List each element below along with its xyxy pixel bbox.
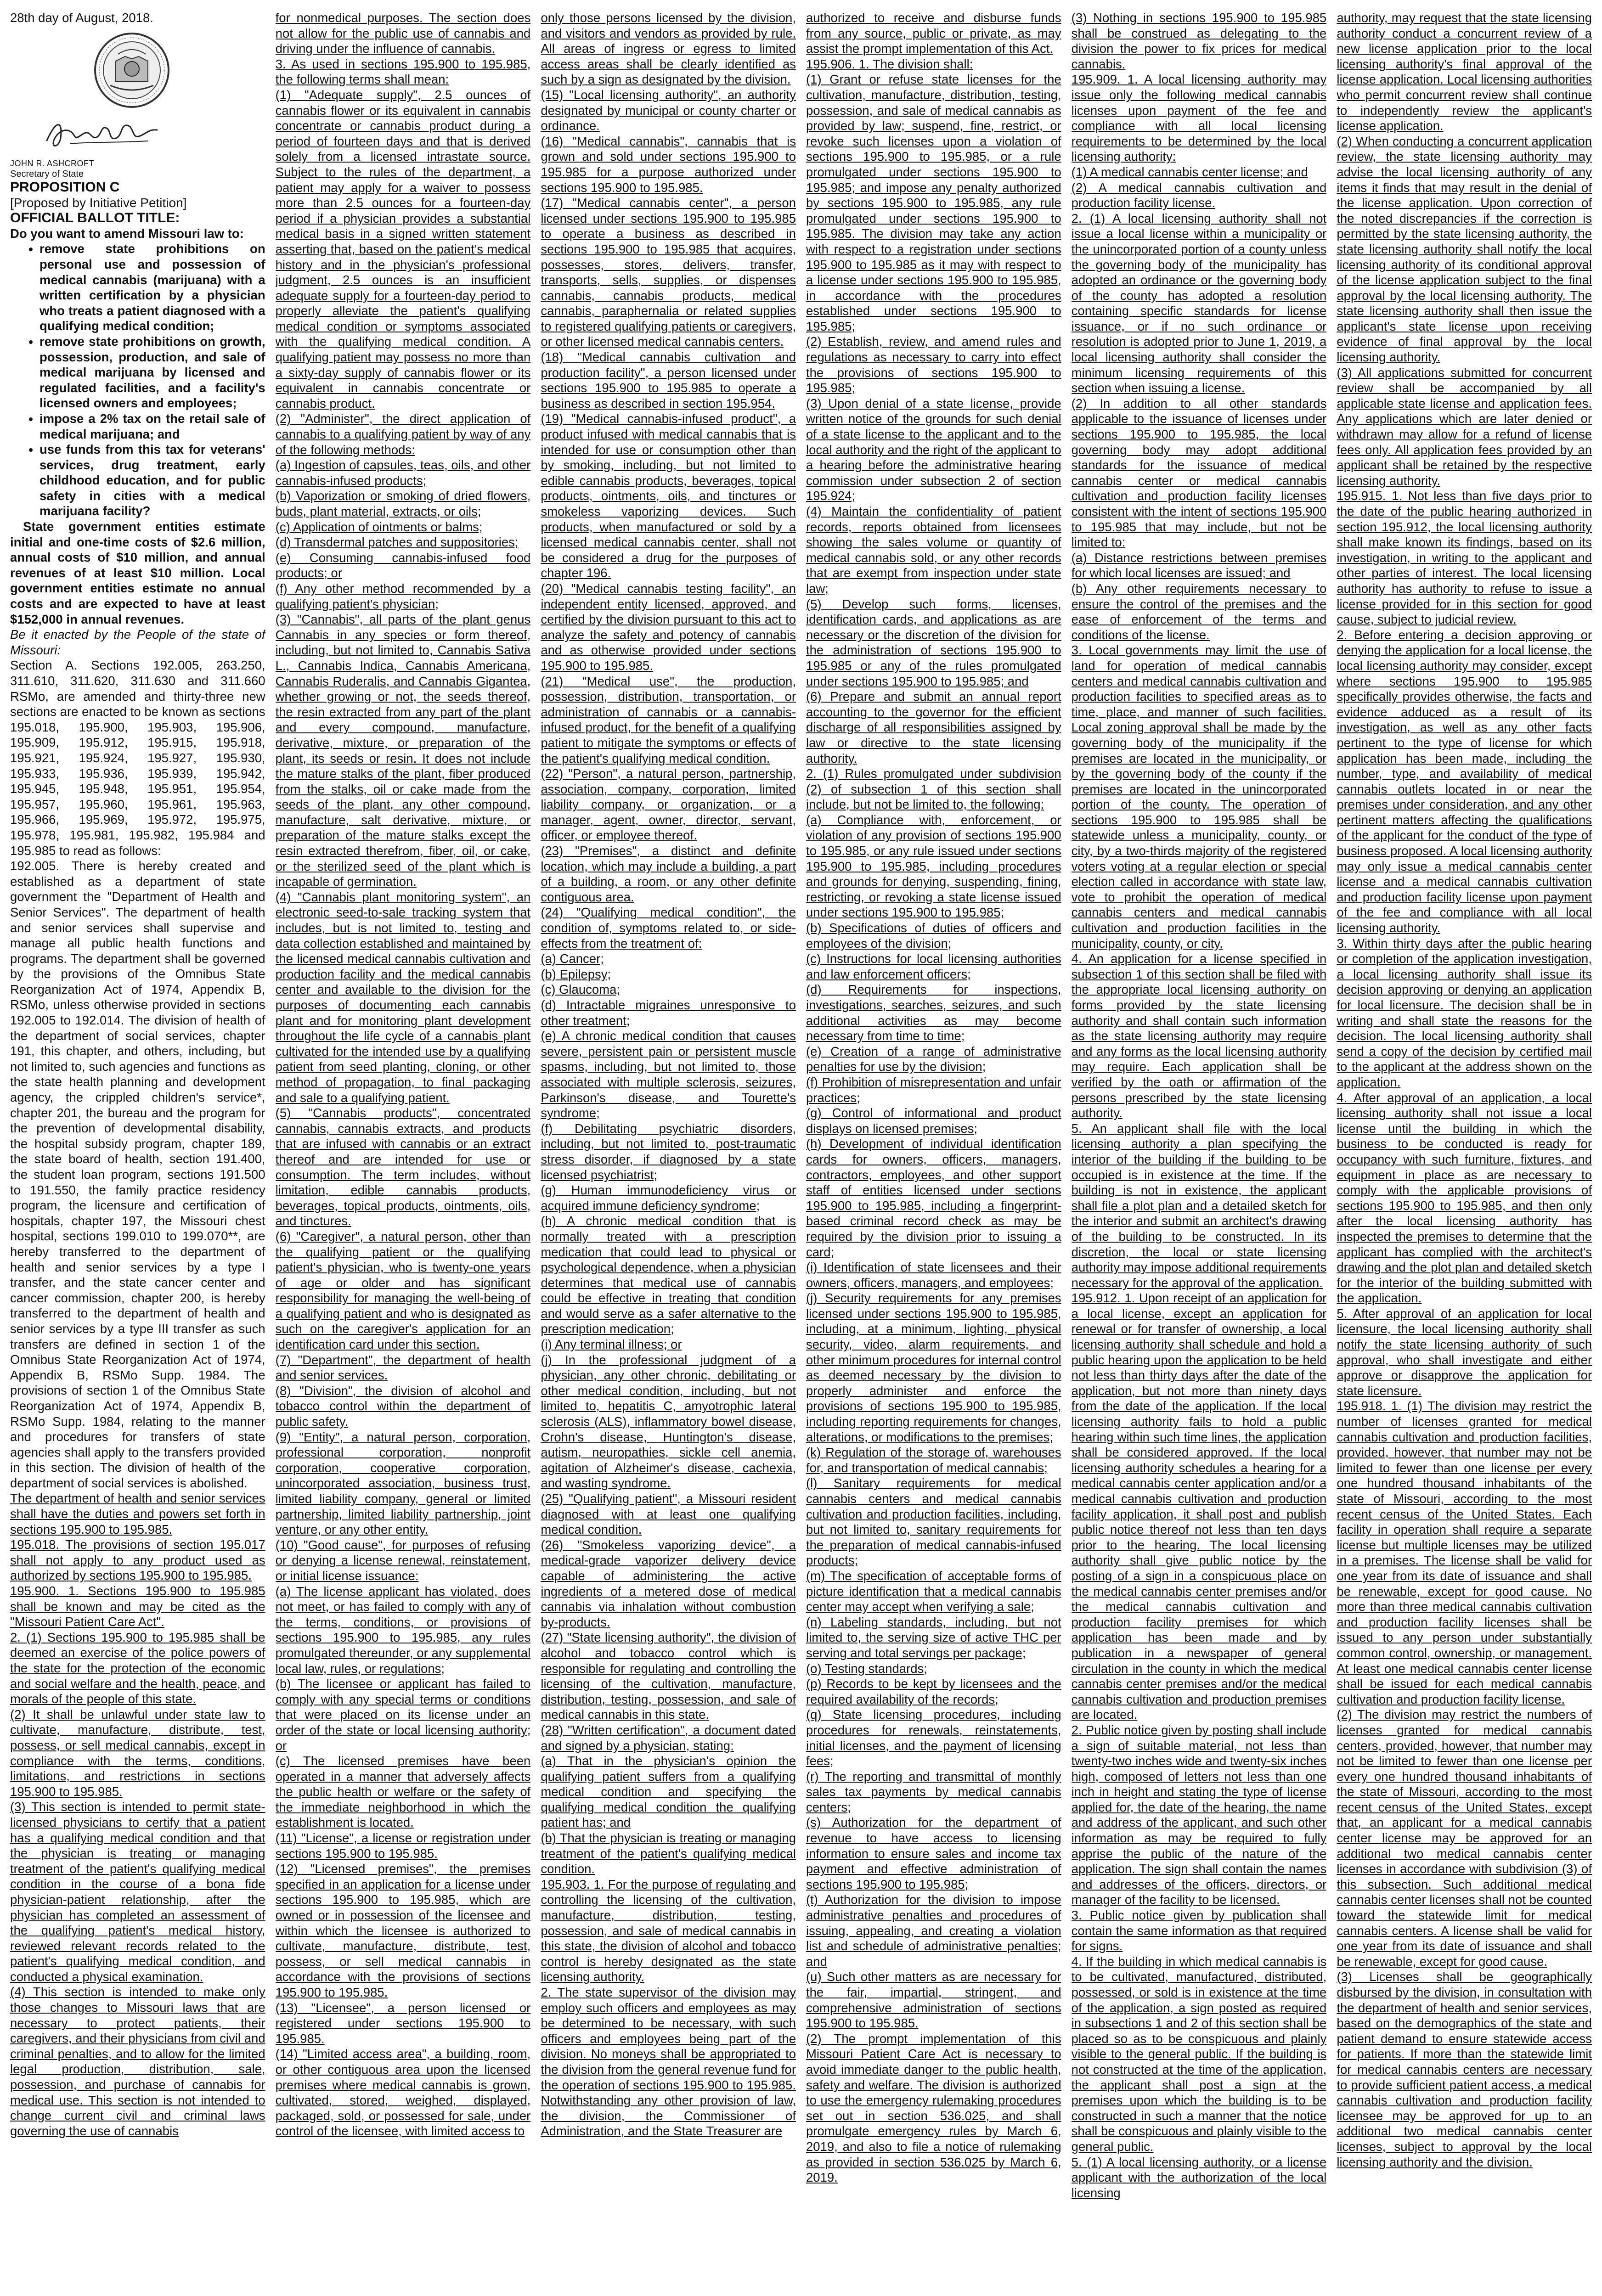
statute-paragraph: (4) Maintain the confidentiality of patient records, reports obtained from licensees showing the sales volume or quantity of medical cannabis sold, or any other records that are exempt from inspection under state law;	[806, 504, 1061, 596]
statute-paragraph: 2. (1) Sections 195.900 to 195.985 shall be deemed an exercise of the police powers of the state for the protection of the economic and social welfare and the health, peace, and morals of the people of this state.	[10, 1630, 265, 1706]
statute-paragraph: (o) Testing standards;	[806, 1661, 927, 1676]
statute-paragraph: (12) "Licensed premises", the premises specified in an application for a license under sections 195.900 to 195.985, which are owned or in possession of the licensee and within which the licensee is authorized to cultivate, manufacture, distribute, test, possess, or sell medical cannabis in accordance with the provisions of sections 195.900 to 195.985.	[275, 1862, 531, 1999]
statute-paragraph: (26) "Smokeless vaporizing device", a medical-grade vaporizer delivery device capable of administering the active ingredients of a metered dose of medical cannabis via inhalation without combustion by-products.	[541, 1537, 796, 1629]
statute-paragraph: (b) Any other requirements necessary to ensure the control of the premises and the ease of enforcement of the terms and conditions of the license.	[1071, 581, 1327, 642]
statute-paragraph: (n) Labeling standards, including, but not limited to, the serving size of active THC per serving and total servings per package;	[806, 1615, 1061, 1660]
statute-paragraph: (20) "Medical cannabis testing facility", an independent entity licensed, approved, and certified by the division pursuant to this act to analyze the safety and potency of cannabis and as otherwise provided under sections 195.900 to 195.985.	[541, 581, 796, 673]
statute-paragraph: (16) "Medical cannabis", cannabis that is grown and sold under sections 195.900 to 195.985 for a purpose authorized under sections 195.900 to 195.985.	[541, 134, 796, 195]
column-1-paragraphs	[10, 658, 265, 2138]
ballot-bullet: • use funds from this tax for veterans' services, drug treatment, early childhood education, and for public safety in cities with a medical marijuana facility?	[39, 442, 265, 519]
ballot-question: Do you want to amend Missouri law to:	[10, 226, 244, 241]
statute-paragraph: (7) "Department", the department of health and senior services.	[275, 1352, 531, 1383]
statute-paragraph: (b) That the physician is treating or managing treatment of the patient's qualifying medical condition.	[541, 1831, 796, 1876]
statute-paragraph: (4) "Cannabis plant monitoring system", an electronic seed-to-sale tracking system that includes, but is not limited to, testing and data collection established and maintained by the licensed medical cannabis cultivation and production facility and the medical cannabis center and available to the division for the purposes of documenting each cannabis plant and for monitoring plant development throughout the life cycle of a cannabis plant cultivated for the intended use by a qualifying patient from seed planting, cloning, or other method of propagation, to final packaging and sale to a qualifying patient.	[275, 889, 531, 1105]
statute-paragraph: 3. Within thirty days after the public hearing or completion of the application investigation, a local licensing authority shall issue its decision approving or denying an application for local licensure. The decision shall be in writing and shall state the reasons for the decision. The local licensing authority shall send a copy of the decision by certified mail to the applicant at the address shown on the application.	[1337, 936, 1592, 1089]
ballot-bullet: • impose a 2% tax on the retail sale of medical marijuana; and	[39, 411, 265, 442]
statute-paragraph: (2) A medical cannabis cultivation and production facility license.	[1071, 180, 1327, 210]
statute-paragraph: (3) "Cannabis", all parts of the plant genus Cannabis in any species or form thereof, including, but not limited to, Cannabis Sativa L., Cannabis Indica, Cannabis Americana, Cannabis Ruderalis, and Cannabis Gigantea, whether growing or not, the seeds thereof, the resin extracted from any part of the plant and every compound, manufacture, derivative, mixture, or preparation of the plant, its seeds or resin. It does not include the mature stalks of the plant, fiber produced from the stalks, oil or cake made from the seeds of the plant, any other compound, manufacture, salt derivative, mixture, or preparation of the mature stalks except the resin extracted therefrom, fiber, oil, or cake, or the sterilized seed of the plant which is incapable of germination.	[275, 612, 531, 889]
statute-paragraph: (d) Requirements for inspections, investigations, searches, seizures, and such additional activities as may become necessary from time to time;	[806, 982, 1061, 1043]
statute-paragraph: (3) This section is intended to permit state-licensed physicians to certify that a patient has a qualifying medical condition and that the physician is treating or managing treatment of the patient's qualifying medical condition in the course of a bona fide physician-patient relationship, after the physician has completed an assessment of the qualifying patient's medical history, reviewed relevant records related to the patient's qualifying medical condition, and conducted a physical examination.	[10, 1800, 265, 1984]
statute-paragraph: (j) In the professional judgment of a physician, any other chronic, debilitating or other medical condition, including, but not limited to, hepatitis C, amyotrophic lateral sclerosis (ALS), inflammatory bowel disease, Crohn's disease, Huntington's disease, autism, neuropathies, sickle cell anemia, agitation of Alzheimer's disease, cachexia, and wasting syndrome.	[541, 1352, 796, 1491]
statute-paragraph: (a) Ingestion of capsules, teas, oils, and other cannabis-infused products;	[275, 458, 531, 488]
ballot-bullet: • remove state prohibitions on growth, possession, production, and sale of medical marijuana by licensed and regulated facilities, and a facility's licensed owners and employees;	[39, 334, 265, 411]
statute-paragraph: 4. After approval of an application, a local licensing authority shall not issue a local license until the building in which the business to be conducted is ready for occupancy with such furniture, fixtures, and equipment in place as are necessary to comply with the applicable provisions of sections 195.900 to 195.985, and then only after the local licensing authority has inspected the premises to determine that the applicant has complied with the architect's drawing and the plot plan and detailed sketch for the interior of the building submitted with the application.	[1337, 1090, 1592, 1306]
statute-paragraph: authority, may request that the state licensing authority conduct a concurrent review of a new license application prior to the local licensing authority's final approval of the license application. Local licensing authorities who permit concurrent review shall continue to independently review the applicant's license application.	[1337, 11, 1592, 133]
statute-paragraph: 4. An application for a license specified in subsection 1 of this section shall be filed with the appropriate local licensing authority on forms provided by the state licensing authority and shall contain such information as the state licensing authority may require and any forms as the local licensing authority may require. Each application shall be verified by the oath or affirmation of the persons prescribed by the state licensing authority.	[1071, 951, 1327, 1120]
text-column-3	[541, 10, 796, 2296]
statute-paragraph: (3) Licenses shall be geographically disbursed by the division, in consultation with the department of health and senior services, based on the demographics of the state and patient demand to ensure statewide access for patients. If more than the statewide limit for medical cannabis centers are necessary to provide sufficient patient access, a medical cannabis cultivation and production facility licensee may be approved for up to an additional two medical cannabis center licenses, subject to approval by the local licensing authority and the division.	[1337, 1970, 1592, 2169]
statute-paragraph: (c) The licensed premises have been operated in a manner that adversely affects the public health or welfare or the safety of the immediate neighborhood in which the establishment is located.	[275, 1754, 531, 1830]
statute-paragraph: (10) "Good cause", for purposes of refusing or denying a license renewal, reinstatement, or initial license issuance:	[275, 1537, 531, 1583]
statute-paragraph: (i) Identification of state licensees and their owners, officers, managers, and employees;	[806, 1260, 1061, 1290]
statute-paragraph: (b) Specifications of duties of officers and employees of the division;	[806, 921, 1061, 951]
statute-paragraph: (e) Consuming cannabis-infused food products; or	[275, 550, 531, 580]
statute-paragraph: 5. An applicant shall file with the local licensing authority a plan specifying the interior of the building if the building to be occupied is in existence at the time. If the building is not in existence, the applicant shall file a plot plan and a detailed sketch for the interior and submit an architect's drawing of the building to be constructed. In its discretion, the local or state licensing authority may impose additional requirements necessary for the approval of the application.	[1071, 1121, 1327, 1290]
column-6-paragraphs	[1337, 10, 1592, 2170]
statute-paragraph: (6) "Caregiver", a natural person, other than the qualifying patient or the qualifying patient's physician, who is twenty-one years of age or older and has significant responsibility for managing the well-being of a qualifying patient and who is designated as such on the caregiver's application for an identification card under this section.	[275, 1229, 531, 1352]
enacting-clause: Be it enacted by the People of the state of Missouri:	[10, 627, 265, 657]
statute-paragraph: (a) That in the physician's opinion the qualifying patient suffers from a qualifying medical condition and specifying the qualifying medical condition the qualifying patient has; and	[541, 1754, 796, 1830]
statute-paragraph: (1) Grant or refuse state licenses for the cultivation, manufacture, distribution, testing, possession, and sale of medical cannabis as provided by law; suspend, fine, restrict, or revoke such licenses upon a violation of sections 195.900 to 195.985, or a rule promulgated under sections 195.900 to 195.985; and impose any penalty authorized by sections 195.900 to 195.985, any rule promulgated under sections 195.900 to 195.985. The division may take any action with respect to a registration under sections 195.900 to 195.985 as it may with respect to a license under sections 195.900 to 195.985, in accordance with the procedures established under sections 195.900 to 195.985;	[806, 72, 1061, 333]
statute-paragraph: (14) "Limited access area", a building, room, or other contiguous area upon the licensed premises where medical cannabis is grown, cultivated, stored, weighed, displayed, packaged, sold, or possessed for sale, under control of the licensee, with limited access to	[275, 2047, 531, 2138]
ballot-bullet: • remove state prohibitions on personal use and possession of medical cannabis (marijuana) with a written certification by a physician who treats a patient diagnosed with a qualifying medical condition;	[39, 241, 265, 334]
signature-name: JOHN R. ASHCROFT	[10, 158, 95, 168]
signature-icon	[42, 115, 162, 152]
statute-paragraph: (2) The prompt implementation of this Missouri Patient Care Act is necessary to avoid immediate danger to the public health, safety and welfare. The division is authorized to use the emergency rulemaking procedures set out in section 536.025, and shall promulgate emergency rules by March 6, 2019, and also to file a notice of rulemaking as provided in section 536.025 by March 6, 2019.	[806, 2031, 1061, 2185]
text-column-1	[10, 10, 265, 2296]
text-column-4	[806, 10, 1061, 2296]
document-date: 28th day of August, 2018.	[10, 11, 153, 25]
column-5-paragraphs	[1072, 10, 1327, 2200]
ballot-bullets	[10, 241, 265, 519]
statute-paragraph: 195.909. 1. A local licensing authority may issue only the following medical cannabis licenses upon payment of the fee and compliance with all local licensing requirements to be determined by the local licensing authority:	[1071, 72, 1327, 164]
statute-paragraph: 3. Local governments may limit the use of land for operation of medical cannabis centers and medical cannabis cultivation and production facilities to specified areas as to time, place, and manner of such facilities. Local zoning approval shall be made by the governing body of the municipality if the premises are located in the municipality, or by the governing body of the county if the premises are located in the unincorporated portion of the county. The operation of sections 195.900 to 195.985 shall be statewide unless a municipality, county, or city, by a two-thirds majority of the registered voters voting at a regular election or special election called in accordance with state law, vote to prohibit the operation of medical cannabis centers and medical cannabis cultivation and production facilities in the municipality, county, or city.	[1071, 643, 1327, 951]
statute-paragraph: (4) This section is intended to make only those changes to Missouri laws that are necessary to protect patients, their caregivers, and their physicians from civil and criminal penalties, and to allow for the limited legal production, distribution, sale, possession, and purchase of cannabis for medical use. This section is not intended to change current civil and criminal laws governing the use of cannabis	[10, 1985, 265, 2138]
text-column-6	[1337, 10, 1592, 2296]
text-column-2	[276, 10, 531, 2296]
statute-paragraph: (l) Sanitary requirements for medical cannabis centers and medical cannabis cultivation and production facilities, including, but not limited to, sanitary requirements for the preparation of medical cannabis-infused products;	[806, 1476, 1061, 1568]
statute-paragraph: (d) Transdermal patches and suppositories;	[275, 535, 519, 550]
statute-paragraph: (e) Creation of a range of administrative penalties for use by the division;	[806, 1044, 1061, 1074]
statute-paragraph: (3) Upon denial of a state license, provide written notice of the grounds for such denial of a state license to the applicant and to the local authority and the right of the applicant to a hearing before the administrative hearing commission under subsection 2 of section 195.924;	[806, 396, 1061, 503]
statute-paragraph: (a) The license applicant has violated, does not meet, or has failed to comply with any of the terms, conditions, or provisions of sections 195.900 to 195.985, any rules promulgated thereunder, or any supplemental local law, rules, or regulations;	[275, 1584, 531, 1676]
statute-paragraph: (f) Debilitating psychiatric disorders, including, but not limited to, post-traumatic stress disorder, if diagnosed by a state licensed psychiatrist;	[541, 1121, 796, 1182]
statute-paragraph: (11) "License", a license or registration under sections 195.900 to 195.985.	[275, 1831, 531, 1861]
statute-paragraph: (28) "Written certification", a document dated and signed by a physician, stating:	[541, 1722, 796, 1753]
statute-paragraph: (j) Security requirements for any premises licensed under sections 195.900 to 195.985, including, at a minimum, lighting, physical security, video, alarm requirements, and other minimum procedures for internal control as deemed necessary by the division to properly administer and enforce the provisions of sections 195.900 to 195.985, including reporting requirements for changes, alterations, or modifications to the premises;	[806, 1291, 1061, 1444]
statute-paragraph: (u) Such other matters as are necessary for the fair, impartial, stringent, and comprehensive administration of sections 195.900 to 195.985.	[806, 1970, 1061, 2031]
statute-paragraph: (b) Vaporization or smoking of dried flowers, buds, plant material, extracts, or oils;	[275, 489, 531, 518]
column-3-paragraphs	[541, 10, 796, 2139]
statute-paragraph: 195.918. 1. (1) The division may restrict the number of licenses granted for medical cannabis cultivation and production facilities, provided, however, that number may not be limited to fewer than one license per every one hundred thousand inhabitants of the state of Missouri, according to the most recent census of the United States. Each facility in operation shall require a separate license but multiple licenses may be utilized in a premises. The license shall be valid for one year from its date of issuance and shall be renewable, except for good cause. No more than three medical cannabis cultivation and production facility licenses shall be issued to any person under substantially common control, ownership, or management. At least one medical cannabis center license shall be issued for each medical cannabis cultivation and production facility license.	[1337, 1399, 1592, 1706]
statute-paragraph: (6) Prepare and submit an annual report accounting to the governor for the efficient discharge of all responsibilities assigned by law or directive to the state licensing authority.	[806, 689, 1061, 765]
statute-paragraph: (f) Any other method recommended by a qualifying patient's physician;	[275, 581, 531, 611]
statute-paragraph: (23) "Premises", a distinct and definite location, which may include a building, a part of a building, a room, or any other definite contiguous area.	[541, 844, 796, 904]
statute-paragraph: 5. (1) A local licensing authority, or a license applicant with the authorization of the local licensing	[1071, 2155, 1327, 2200]
statute-paragraph: authorized to receive and disburse funds from any source, public or private, as may assist the prompt implementation of this Act.	[806, 11, 1061, 56]
statute-paragraph: (i) Any terminal illness; or	[541, 1337, 682, 1352]
statute-paragraph: 195.906. 1. The division shall:	[806, 56, 973, 71]
missouri-seal-icon	[93, 31, 171, 109]
statute-paragraph: 2. Before entering a decision approving or denying the application for a local license, the local licensing authority may consider, except where sections 195.900 to 195.985 specifically provides otherwise, the facts and evidence adduced as a result of its investigation, as well as any other facts pertinent to the type of license for which application has been made, including the number, type, and availability of medical cannabis outlets located in or near the premises under consideration, and any other pertinent matters affecting the qualifications of the applicant for the conduct of the type of business proposed. A local licensing authority may only issue a medical cannabis center license and a medical cannabis cultivation and production facility license upon payment of the fee and compliance with all local licensing authority.	[1337, 627, 1592, 935]
statute-paragraph: 2. The state supervisor of the division may employ such officers and employees as may be determined to be necessary, with such officers and employees being part of the division. No moneys shall be appropriated to the division from the general revenue fund for the operation of sections 195.900 to 195.985. Notwithstanding any other provision of law, the division, the Commissioner of Administration, and the State Treasurer are	[541, 1985, 796, 2138]
statute-paragraph: (5) "Cannabis products", concentrated cannabis, cannabis extracts, and products that are infused with cannabis or an extract thereof and are intended for use or consumption. The term includes, without limitation, edible cannabis products, beverages, topical products, ointments, oils, and tinctures.	[275, 1106, 531, 1228]
statute-paragraph: (r) The reporting and transmittal of monthly sales tax payments by medical cannabis centers;	[806, 1769, 1061, 1814]
statute-paragraph: (8) "Division", the division of alcohol and tobacco control within the department of public safety.	[275, 1383, 531, 1429]
statute-paragraph: (f) Prohibition of misrepresentation and unfair practices;	[806, 1075, 1061, 1105]
statute-paragraph: (p) Records to be kept by licensees and the required availability of the records;	[806, 1677, 1061, 1706]
statute-paragraph: 192.005. There is hereby created and established as a department of state government the "Department of Health and Senior Services". The department of health and senior services shall supervise and manage all public health functions and programs. The department shall be governed by the provisions of the Omnibus State Reorganization Act of 1974, Appendix B, RSMo, unless otherwise provided in sections 192.005 to 192.014. The division of health of the department of social services, chapter 191, this chapter, and others, including, but not limited to, such agencies and functions as the state health planning and development agency, the crippled children's service*, chapter 201, the bureau and the program for the prevention of developmental disability, the hospital subsidy program, chapter 189, the state board of health, section 191.400, the student loan program, sections 191.500 to 191.550, the family practice residency program, the licensure and certification of hospitals, chapter 197, the Missouri chest hospital, sections 199.010 to 199.070**, are hereby transferred to the department of health and senior services by a type I transfer, and the state cancer center and cancer commission, chapter 200, is hereby transferred to the department of health and senior services by a type III transfer as such transfers are defined in section 1 of the Omnibus State Reorganization Act of 1974, Appendix B, RSMo Supp. 1984. The provisions of section 1 of the Omnibus State Reorganization Act of 1974, Appendix B, RSMo Supp. 1984, relating to the manner and procedures for transfers of state agencies shall apply to the transfers provided in this section. The division of health of the department of social services is abolished.	[10, 859, 265, 1490]
proposition-subtitle: [Proposed by Initiative Petition]	[10, 195, 187, 210]
statute-paragraph: 2. (1) A local licensing authority shall not issue a local license within a municipality or the unincorporated portion of a county unless the governing body of the municipality has adopted an ordinance or the governing body of the county has adopted a resolution containing specific standards for license issuance, or if no such ordinance or resolution is adopted prior to June 1, 2019, a local licensing authority shall consider the minimum licensing requirements of this section when issuing a license.	[1071, 211, 1327, 395]
statute-paragraph: (2) When conducting a concurrent application review, the state licensing authority may advise the local licensing authority of any items it finds that may result in the denial of the license application. Upon correction of the noted discrepancies if the correction is permitted by the state licensing authority, the state licensing authority shall notify the local licensing authority of its conditional approval of the license application subject to the final approval by the local licensing authority. The state licensing authority shall then issue the applicant's state license upon receiving evidence of final approval by the local licensing authority.	[1337, 134, 1592, 365]
statute-paragraph: (25) "Qualifying patient", a Missouri resident diagnosed with at least one qualifying medical condition.	[541, 1491, 796, 1537]
statute-paragraph: (h) Development of individual identification cards for owners, officers, managers, contractors, employees, and other support staff of entities licensed under sections 195.900 to 195.985, including a fingerprint-based criminal record check as may be required by the division prior to issuing a card;	[806, 1137, 1061, 1259]
ballot-document-page	[10, 10, 1592, 2296]
statute-paragraph: 2. Public notice given by posting shall include a sign of suitable material, not less than twenty-two inches wide and twenty-six inches high, composed of letters not less than one inch in height and stating the type of license applied for, the date of the hearing, the name and address of the applicant, and such other information as may be required to fully apprise the public of the nature of the application. The sign shall contain the names and addresses of the officers, directors, or manager of the facility to be licensed.	[1071, 1722, 1327, 1907]
statute-paragraph: Section A. Sections 192.005, 263.250, 311.610, 311.620, 311.630 and 311.660 RSMo, are amended and thirty-three new sections are enacted to be known as sections 195.018, 195.900, 195.903, 195.906, 195.909, 195.912, 195.915, 195.918, 195.921, 195.924, 195.927, 195.930, 195.933, 195.936, 195.939, 195.942, 195.945, 195.948, 195.951, 195.954, 195.957, 195.960, 195.961, 195.963, 195.966, 195.969, 195.972, 195.975, 195.978, 195.981, 195.982, 195.984 and 195.985 to read as follows:	[10, 658, 265, 858]
statute-paragraph: (2) It shall be unlawful under state law to cultivate, manufacture, distribute, test, possess, or sell medical cannabis, except in compliance with the terms, conditions, limitations, and restrictions in sections 195.900 to 195.985.	[10, 1707, 265, 1799]
statute-paragraph: 195.018. The provisions of section 195.017 shall not apply to any product used as authorized by sections 195.900 to 195.985.	[10, 1537, 265, 1583]
statute-paragraph: (5) Develop such forms, licenses, identification cards, and applications as are necessary or the discretion of the division for the administration of sections 195.900 to 195.985 or any of the rules promulgated under sections 195.900 to 195.985; and	[806, 597, 1061, 688]
statute-paragraph: (2) In addition to all other standards applicable to the issuance of licenses under sections 195.900 to 195.985, the local governing body may adopt additional standards for the issuance of medical cannabis center or medical cannabis cultivation and production facility licenses consistent with the intent of sections 195.900 to 195.985 that may include, but not be limited to:	[1071, 396, 1327, 550]
signature-title: Secretary of State	[10, 169, 84, 179]
secretary-signature	[42, 115, 265, 156]
statute-paragraph: (a) Compliance with, enforcement, or violation of any provision of sections 195.900 to 195.985, or any rule issued under sections 195.900 to 195.985, including procedures and grounds for denying, suspending, fining, restricting, or revoking a state license issued under sections 195.900 to 195.985;	[806, 812, 1061, 920]
statute-paragraph: 195.915. 1. Not less than five days prior to the date of the public hearing authorized in section 195.912, the local licensing authority shall make known its findings, based on its investigation, in writing to the applicant and other parties of interest. The local licensing authority has authority to refuse to issue a license provided for in this section for good cause, subject to judicial review.	[1337, 489, 1592, 627]
statute-paragraph: (18) "Medical cannabis cultivation and production facility", a person licensed under sections 195.900 to 195.985 to operate a business as described in section 195.954.	[541, 350, 796, 411]
statute-paragraph: (22) "Person", a natural person, partnership, association, company, corporation, limited liability company, or organization, or a manager, agent, owner, director, servant, officer, or employee thereof.	[541, 766, 796, 843]
statute-paragraph: (2) "Administer", the direct application of cannabis to a qualifying patient by way of any of the following methods:	[275, 411, 531, 457]
statute-paragraph: 195.912. 1. Upon receipt of an application for a local license, except an application for renewal or for transfer of ownership, a local licensing authority shall schedule and hold a public hearing upon the application to be held not less than thirty days after the date of the application, but not more than ninety days from the date of the application. If the local licensing authority fails to hold a public hearing within such time lines, the application shall be considered approved. If the local licensing authority schedules a hearing for a medical cannabis center application and/or a medical cannabis cultivation and production facility application, it shall post and publish public notice thereof not less than ten days prior to the hearing. The local licensing authority shall give public notice by the posting of a sign in a conspicuous place on the medical cannabis center premises and/or the medical cannabis cultivation and production facility premises for which application has been made and by publication in a newspaper of general circulation in the county in which the medical cannabis center premises and/or the medical cannabis cultivation and production premises are located.	[1071, 1291, 1327, 1722]
statute-paragraph: (d) Intractable migraines unresponsive to other treatment;	[541, 998, 796, 1028]
statute-paragraph: 4. If the building in which medical cannabis is to be cultivated, manufactured, distributed, possessed, or sold is in existence at the time of the application, a sign posted as required in subsections 1 and 2 of this section shall be placed so as to be conspicuous and plainly visible to the general public. If the building is not constructed at the time of the application, the applicant shall post a sign at the premises upon which the building is to be constructed in such a manner that the notice shall be conspicuous and plainly visible to the general public.	[1071, 1954, 1327, 2154]
statute-paragraph: 5. After approval of an application for local licensure, the local licensing authority shall notify the state licensing authority of such approval, who shall investigate and either approve or disapprove the application for state licensure.	[1337, 1306, 1592, 1398]
state-seal	[10, 31, 265, 113]
statute-paragraph: (13) "Licensee", a person licensed or registered under sections 195.900 to 195.985.	[275, 2000, 531, 2046]
statute-paragraph: (b) The licensee or applicant has failed to comply with any special terms or conditions that were placed on its license under an order of the state or local licensing authority; or	[275, 1677, 531, 1753]
fiscal-note: State government entities estimate initial and one-time costs of $2.6 million, annual costs of $10 million, and annual revenues of at least $10 million. Local government entities estimate no annual costs and are expected to have at least $152,000 in annual revenues.	[10, 519, 265, 626]
statute-paragraph: (g) Control of informational and product displays on licensed premises;	[806, 1106, 1061, 1136]
statute-paragraph: (a) Distance restrictions between premises for which local licenses are issued; and	[1071, 550, 1327, 580]
statute-paragraph: (2) The division may restrict the numbers of licenses granted for medical cannabis centers, provided, however, that number may not be limited to fewer than one license per every one hundred thousand inhabitants of the state of Missouri, according to the most recent census of the United States, except that, an applicant for a medical cannabis center license may be approved for an additional two medical cannabis center licenses in accordance with subdivision (3) of this subsection. Such additional medical cannabis center licenses shall not be counted toward the statewide limit for medical cannabis centers. A license shall be valid for one year from its date of issuance and shall be renewable, except for good cause.	[1337, 1707, 1592, 1969]
proposition-title: PROPOSITION C	[10, 179, 120, 195]
column-4-paragraphs	[806, 10, 1061, 2185]
statute-paragraph: (1) A medical cannabis center license; and	[1071, 164, 1308, 179]
column-2-paragraphs	[276, 10, 531, 2139]
statute-paragraph: (2) Establish, review, and amend rules and regulations as necessary to carry into effect the provisions of sections 195.900 to 195.985;	[806, 334, 1061, 395]
statute-paragraph: (e) A chronic medical condition that causes severe, persistent pain or persistent muscle spasms, including, but not limited to, those associated with multiple sclerosis, seizures, Parkinson's disease, and Tourette's syndrome;	[541, 1029, 796, 1120]
statute-paragraph: (s) Authorization for the department of revenue to have access to licensing information to ensure sales and income tax payment and effective administration of sections 195.900 to 195.985;	[806, 1815, 1061, 1891]
statute-paragraph: The department of health and senior services shall have the duties and powers set forth in sections 195.900 to 195.985.	[10, 1491, 265, 1536]
statute-paragraph: (c) Application of ointments or balms;	[275, 519, 483, 534]
text-column-5	[1072, 10, 1327, 2296]
statute-paragraph: (19) "Medical cannabis-infused product", a product infused with medical cannabis that is intended for use or consumption other than by smoking, including, but not limited to edible cannabis products, beverages, topical products, ointments, oils, and tinctures or smokeless vaporizing devices. Such products, when manufactured or sold by a licensed medical cannabis center, shall not be considered a drug for the purposes of chapter 196.	[541, 411, 796, 580]
statute-paragraph: (t) Authorization for the division to impose administrative penalties and procedures of issuing, appealing, and creating a violation list and schedule of administrative penalties; and	[806, 1892, 1061, 1969]
statute-paragraph: (k) Regulation of the storage of, warehouses for, and transportation of medical cannabis;	[806, 1445, 1061, 1475]
statute-paragraph: (21) "Medical use", the production, possession, distribution, transportation, or administration of cannabis or a cannabis-infused product, for the benefit of a qualifying patient to mitigate the symptoms or effects of the patient's qualifying medical condition.	[541, 674, 796, 765]
statute-paragraph: (15) "Local licensing authority", an authority designated by municipal or county charter or ordinance.	[541, 87, 796, 133]
ballot-title-heading: OFFICIAL BALLOT TITLE:	[10, 210, 180, 225]
statute-paragraph: (24) "Qualifying medical condition", the condition of, symptoms related to, or side-effects from the treatment of:	[541, 905, 796, 951]
statute-paragraph: 195.900. 1. Sections 195.900 to 195.985 shall be known and may be cited as the "Missouri Patient Care Act".	[10, 1584, 265, 1629]
statute-paragraph: (9) "Entity", a natural person, corporation, professional corporation, nonprofit corporation, cooperative corporation, unincorporated association, business trust, limited liability company, general or limited partnership, limited liability partnership, joint venture, or any other entity.	[275, 1429, 531, 1537]
statute-paragraph: only those persons licensed by the division, and visitors and vendors as provided by rule. All areas of ingress or egress to limited access areas shall be clearly identified as such by a sign as designated by the division.	[541, 11, 796, 87]
statute-paragraph: (27) "State licensing authority", the division of alcohol and tobacco control which is responsible for regulating and controlling the licensing of the cultivation, manufacture, distribution, testing, possession, and sale of medical cannabis in this state.	[541, 1630, 796, 1722]
statute-paragraph: (g) Human immunodeficiency virus or acquired immune deficiency syndrome;	[541, 1183, 796, 1213]
statute-paragraph: (17) "Medical cannabis center", a person licensed under sections 195.900 to 195.985 to operate a business as described in sections 195.900 to 195.985 that acquires, possesses, stores, delivers, transfer, transports, sells, supplies, or dispenses cannabis, cannabis products, medical cannabis, paraphernalia or related supplies to registered qualifying patients or caregivers, or other licensed medical cannabis centers.	[541, 196, 796, 349]
statute-paragraph: (q) State licensing procedures, including procedures for renewals, reinstatements, initial licenses, and the payment of licensing fees;	[806, 1707, 1061, 1768]
statute-paragraph: for nonmedical purposes. The section does not allow for the public use of cannabis and driving under the influence of cannabis.	[275, 11, 531, 56]
statute-paragraph: (m) The specification of acceptable forms of picture identification that a medical cannabis center may accept when verifying a sale;	[806, 1568, 1061, 1614]
statute-paragraph: (1) "Adequate supply", 2.5 ounces of cannabis flower or its equivalent in cannabis concentrate or cannabis product during a period of fourteen days and that is derived solely from a licensed intrastate source. Subject to the rules of the department, a patient may apply for a waiver to possess more than 2.5 ounces for a fourteen-day period if a physician provides a substantial medical basis in a signed written statement asserting that, based on the patient's medical history and in the physician's professional judgment, 2.5 ounces is an insufficient adequate supply for a fourteen-day period to properly alleviate the patient's qualifying medical condition or symptoms associated with the qualifying medical condition. A qualifying patient may possess no more than a sixty-day supply of cannabis flower or its equivalent in cannabis concentrate or cannabis product.	[275, 87, 531, 411]
statute-paragraph: (c) Instructions for local licensing authorities and law enforcement officers;	[806, 951, 1061, 981]
statute-paragraph: (3) Nothing in sections 195.900 to 195.985 shall be construed as delegating to the division the power to fix prices for medical cannabis.	[1071, 11, 1327, 71]
statute-paragraph: (b) Epilepsy;	[541, 967, 611, 981]
statute-paragraph: 2. (1) Rules promulgated under subdivision (2) of subsection 1 of this section shall include, but not be limited to, the following:	[806, 766, 1061, 812]
statute-paragraph: (h) A chronic medical condition that is normally treated with a prescription medication that could lead to physical or psychological dependence, when a physician determines that medical use of cannabis could be effective in treating that condition and would serve as a safer alternative to the prescription medication;	[541, 1214, 796, 1336]
statute-paragraph: 3. Public notice given by publication shall contain the same information as that required for signs.	[1071, 1908, 1327, 1953]
statute-paragraph: (a) Cancer;	[541, 951, 604, 966]
statute-paragraph: (c) Glaucoma;	[541, 982, 620, 997]
statute-paragraph: 3. As used in sections 195.900 to 195.985, the following terms shall mean:	[275, 56, 531, 87]
statute-paragraph: (3) All applications submitted for concurrent review shall be accompanied by all applicable state license and application fees. Any applications which are later denied or withdrawn may allow for a refund of license fees only. All application fees provided by an applicant shall be retained by the respective licensing authority.	[1337, 365, 1592, 488]
statute-paragraph: 195.903. 1. For the purpose of regulating and controlling the licensing of the cultivation, manufacture, distribution, testing, possession, and sale of medical cannabis in this state, the division of alcohol and tobacco control is hereby designated as the state licensing authority.	[541, 1877, 796, 1984]
